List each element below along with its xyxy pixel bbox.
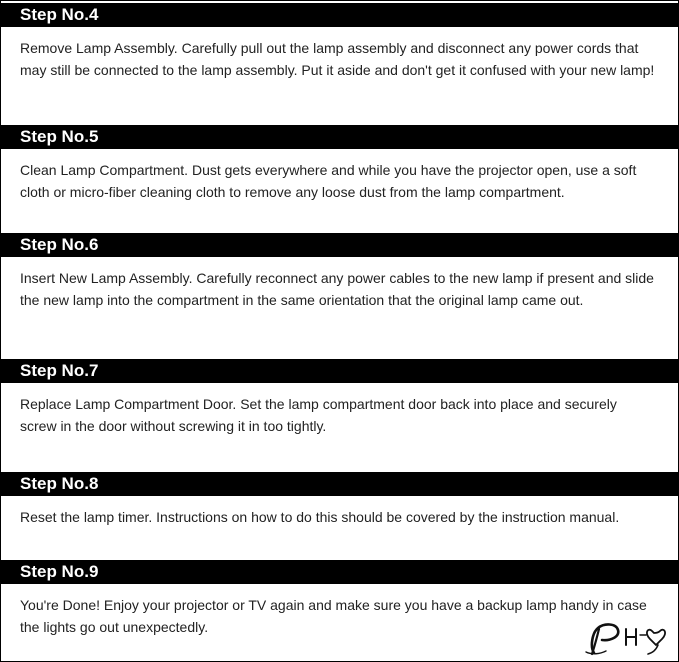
step-text: You're Done! Enjoy your projector or TV again and make sure you have a backup lamp handy in case the lights go out unexpectedly. bbox=[20, 597, 647, 635]
step-title: Step No.4 bbox=[1, 3, 678, 27]
step-8 bbox=[1, 472, 678, 528]
step-6 bbox=[1, 233, 678, 311]
step-title: Step No.5 bbox=[1, 125, 678, 149]
step-5 bbox=[1, 125, 678, 203]
step-9 bbox=[1, 560, 678, 638]
step-4 bbox=[1, 3, 678, 81]
step-title: Step No.7 bbox=[1, 359, 678, 383]
step-title: Step No.9 bbox=[1, 560, 678, 584]
pho-script-logo bbox=[582, 619, 672, 657]
step-title: Step No.6 bbox=[1, 233, 678, 257]
step-7 bbox=[1, 359, 678, 437]
step-text: Replace Lamp Compartment Door. Set the lamp compartment door back into place and securely screw in the door without screwing it in too tightly. bbox=[20, 396, 617, 434]
step-text: Remove Lamp Assembly. Carefully pull out the lamp assembly and disconnect any power cords that may still be connected to the lamp assembly. Put it aside and don't get it confused with your new lamp! bbox=[20, 40, 655, 78]
step-title: Step No.8 bbox=[1, 472, 678, 496]
step-text: Insert New Lamp Assembly. Carefully reconnect any power cables to the new lamp if present and slide the new lamp into the compartment in the same orientation that the original lamp came out. bbox=[20, 270, 654, 308]
step-text: Reset the lamp timer. Instructions on how to do this should be covered by the instruction manual. bbox=[20, 509, 620, 525]
step-text: Clean Lamp Compartment. Dust gets everywhere and while you have the projector open, use a soft cloth or micro-fiber cleaning cloth to remove any loose dust from the lamp compartment. bbox=[20, 162, 637, 200]
